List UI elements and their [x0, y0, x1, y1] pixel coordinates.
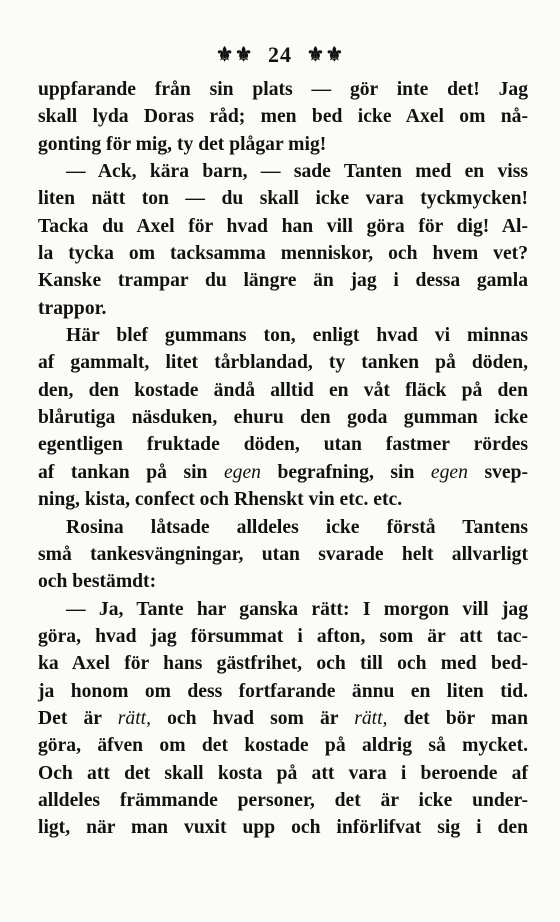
right-ornament-icon: ⚜⚜	[306, 44, 345, 67]
text-line: små tankesvängningar, utan svarade helt allvarligt	[38, 543, 528, 565]
text-line: göra, hvad jag försummat i afton, som är att tac-	[38, 625, 528, 647]
text-line: göra, äfven om det kostade på aldrig så mycket.	[38, 735, 528, 757]
text-line: liten nätt ton — du skall icke vara tyckmycken!	[38, 188, 528, 210]
page-number: 24	[268, 41, 292, 67]
text-line: Tacka du Axel för hvad han vill göra för dig! Al-	[38, 215, 528, 237]
text-line: ning, kista, confect och Rhenskt vin etc. etc.	[38, 489, 403, 511]
text-line: den, den kostade ändå alltid en våt fläck på den	[38, 379, 528, 401]
text-line: ligt, när man vuxit upp och införlifvat sig i den	[38, 817, 528, 839]
text-line: gonting för mig, ty det plågar mig!	[38, 133, 327, 155]
text-line: och bestämdt:	[38, 571, 157, 593]
page-header	[0, 40, 560, 68]
text-line: blårutiga näsduken, ehuru den goda gumman icke	[38, 407, 528, 429]
text-line: Det är rätt, och hvad som är rätt, det bör man	[38, 707, 529, 729]
text-line: la tycka om tacksamma menniskor, och hvem vet?	[38, 243, 528, 265]
italic-word: rätt,	[117, 707, 151, 729]
body-text	[38, 76, 528, 842]
italic-word: egen	[223, 461, 261, 483]
text-line: alldeles främmande personer, det är icke under-	[38, 789, 528, 811]
text-line: ja honom om dess fortfarande ännu en liten tid.	[38, 680, 528, 702]
left-ornament-icon: ⚜⚜	[215, 44, 254, 67]
italic-word: egen	[430, 461, 468, 483]
text-line: ka Axel för hans gästfrihet, och till och med bed-	[38, 653, 528, 675]
italic-word: rätt,	[354, 707, 388, 729]
text-line: trappor.	[38, 297, 107, 319]
text-line: af tankan på sin egen begrafning, sin egen svep-	[38, 461, 528, 483]
text-line: Och att det skall kosta på att vara i beroende af	[38, 762, 528, 784]
text-line: Kanske trampar du längre än jag i dessa gamla	[38, 270, 528, 292]
text-line: Rosina låtsade alldeles icke förstå Tantens	[66, 516, 528, 538]
text-line: af gammalt, litet tårblandad, ty tanken på döden,	[38, 352, 528, 374]
text-line: egentligen fruktade döden, utan fastmer rördes	[38, 434, 528, 456]
text-line: — Ja, Tante har ganska rätt: I morgon vill jag	[66, 598, 528, 620]
text-line: — Ack, kära barn, — sade Tanten med en viss	[66, 161, 528, 183]
text-line: Här blef gummans ton, enligt hvad vi minnas	[66, 325, 528, 347]
text-line: uppfarande från sin plats — gör inte det! Jag	[38, 79, 528, 100]
text-line: skall lyda Doras råd; men bed icke Axel om nå-	[38, 106, 528, 128]
